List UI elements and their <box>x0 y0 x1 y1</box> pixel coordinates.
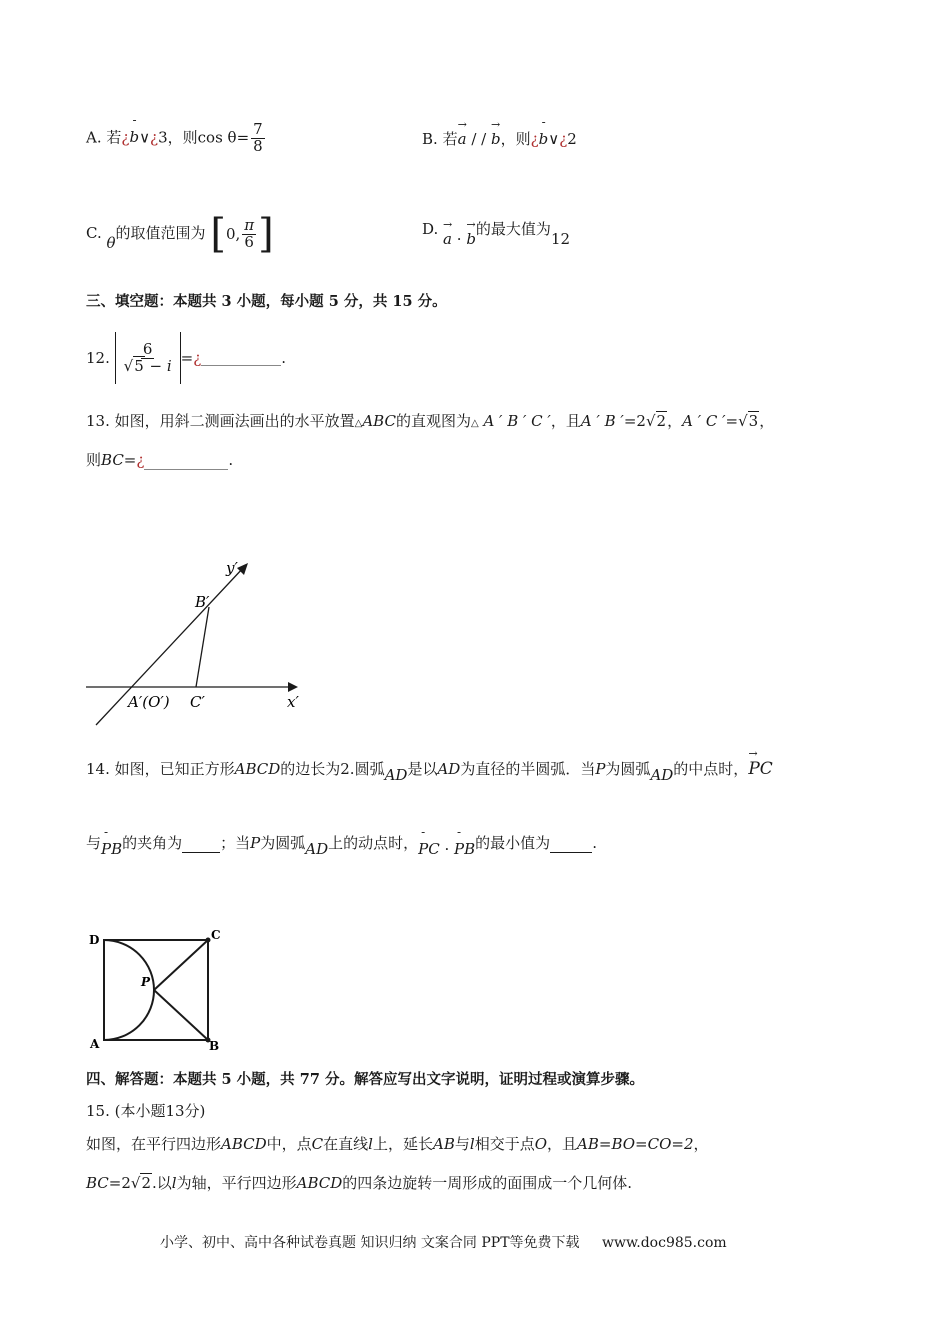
y-axis <box>96 567 244 725</box>
triangle-abc: ABC <box>362 412 396 430</box>
dot-operator: · <box>439 840 455 858</box>
text: 的边长为2.圆弧 <box>280 760 385 778</box>
answer-blank-14b[interactable] <box>550 838 592 853</box>
question-number: 12. <box>86 349 110 367</box>
triangle-symbol: △ <box>470 418 479 429</box>
arc-ad: AD <box>650 766 674 784</box>
period: . <box>592 834 597 852</box>
sqrt-2: 2 <box>656 412 667 430</box>
text: 13. 如图，用斜二测画法画出的水平放置 <box>86 412 355 430</box>
var-b: - b <box>129 128 139 146</box>
x-axis-arrow-icon <box>288 682 298 692</box>
question-13-line1: 13. 如图，用斜二测画法画出的水平放置△ABC的直观图为△ A ′ B ′ C ′，且A ′ B ′=2√2，A ′ C ′=√3， <box>86 412 775 430</box>
text: 若 <box>106 128 122 147</box>
footer-text: 小学、初中、高中各种试卷真题 知识归纳 文案合同 PPT等免费下载 <box>160 1235 580 1251</box>
option-b <box>422 128 577 149</box>
label-b: B′ <box>195 593 210 611</box>
comma: ， <box>759 412 775 430</box>
text: 的中点时， <box>673 760 749 778</box>
vector-pb: - PB <box>454 840 475 858</box>
question-14-line1 <box>86 758 773 784</box>
numerator: 7 <box>253 120 263 138</box>
segment-ac-prime: A ′ C ′ <box>682 412 726 430</box>
question-12 <box>86 332 286 384</box>
text: 的最大值为 <box>475 220 551 238</box>
triangle-symbol: △ <box>354 418 363 429</box>
text: 的夹角为 <box>122 834 183 852</box>
fraction-pi-6 <box>242 215 256 251</box>
arc-ad: AD <box>305 840 329 858</box>
question-15-line1 <box>86 1133 709 1154</box>
fraction-7-8 <box>251 122 265 155</box>
number: 0 <box>225 225 236 243</box>
vector-pc: → PC <box>748 759 772 779</box>
point-p: P <box>595 760 606 778</box>
vector-a: → a <box>443 230 452 248</box>
point-c-dot <box>206 938 211 943</box>
equals: = <box>236 128 250 147</box>
equation: AB=BO=CO=2 <box>577 1135 694 1153</box>
parallel-symbol: / / <box>466 130 491 148</box>
text: 的取值范围为 <box>115 224 206 242</box>
text: 为圆弧 <box>605 760 651 778</box>
vector-b: → b <box>466 230 476 248</box>
answer-blank-14a[interactable] <box>182 838 220 853</box>
point-p: P <box>250 834 261 852</box>
answer-blank-12[interactable] <box>201 351 281 366</box>
segment-bc: BC <box>86 1174 109 1192</box>
comma: ， <box>693 1135 709 1153</box>
right-bracket: ] <box>258 211 274 257</box>
option-label: C. <box>86 224 102 242</box>
segment-bc: BC <box>101 451 124 469</box>
period: . <box>281 349 287 367</box>
text: 为直径的半圆弧．当 <box>460 760 596 778</box>
text: ，则 <box>167 128 198 147</box>
numerator: π <box>244 215 255 234</box>
option-label: A. <box>86 128 102 147</box>
label-c: C′ <box>190 693 205 711</box>
question-13-line2 <box>86 449 233 470</box>
text: ；当 <box>220 834 251 852</box>
symbol: ∨ <box>139 128 151 147</box>
point-o: O <box>534 1135 548 1153</box>
period: . <box>228 451 234 469</box>
option-label: B. <box>422 130 438 148</box>
text: 与 <box>86 834 102 852</box>
arc-ad: AD <box>384 766 408 784</box>
cos-theta: cos θ <box>197 128 237 147</box>
footer-link[interactable]: www.doc985.com <box>601 1235 727 1251</box>
label-a-o: A′(O′) <box>128 693 170 711</box>
section-4-title: 四、解答题：本题共 5 小题，共 77 分。解答应写出文字说明，证明过程或演算步骤。 <box>86 1071 644 1088</box>
sqrt-3: 3 <box>748 412 759 430</box>
vector-pc: - PC <box>418 840 440 858</box>
text: 的四条边旋转一周形成的面围成一个几何体. <box>342 1174 633 1192</box>
comma: , <box>235 225 241 243</box>
comma: ， <box>667 412 683 430</box>
garbled-char: ¿ <box>121 128 130 147</box>
parallelogram-abcd: ABCD <box>296 1174 343 1192</box>
minus-i: − i <box>144 356 172 375</box>
text: 如图，在平行四边形 <box>86 1135 222 1153</box>
equals: = <box>180 349 194 367</box>
text: 中，点 <box>266 1135 312 1153</box>
dot-operator: · <box>452 230 467 248</box>
text: ，则 <box>500 130 531 148</box>
equals-2: =2 <box>623 412 646 430</box>
text: 为圆弧 <box>260 834 306 852</box>
text: 与 <box>454 1135 470 1153</box>
text: 相交于点 <box>474 1135 535 1153</box>
label-x: x′ <box>287 693 299 711</box>
number: 2 <box>567 130 577 148</box>
figure-13-oblique-diagram <box>84 555 314 735</box>
segment-pb <box>154 990 208 1040</box>
equals: = <box>123 451 137 469</box>
text: 上的动点时， <box>328 834 419 852</box>
equals: = <box>725 412 739 430</box>
option-label: D. <box>422 220 439 238</box>
text: 的最小值为 <box>475 834 551 852</box>
left-bracket: [ <box>210 211 226 257</box>
question-15-head: 15. (本小题13分) <box>86 1102 206 1120</box>
sqrt-5: 5 <box>134 356 144 375</box>
text: 14. 如图，已知正方形 <box>86 760 235 778</box>
label-c: C <box>211 928 221 942</box>
range-interval <box>210 211 274 257</box>
text: .以 <box>152 1174 172 1192</box>
vector-b: → b <box>491 130 501 148</box>
question-15-line2: BC=2√2.以l为轴，平行四边形ABCD的四条边旋转一周形成的面围成一个几何体. <box>86 1174 633 1192</box>
label-b: B <box>209 1039 220 1052</box>
answer-blank-13[interactable] <box>144 455 228 470</box>
line-l: l <box>469 1135 475 1153</box>
text: ，且 <box>547 1135 578 1153</box>
semicircle-arc <box>104 940 154 1040</box>
symbol: ∨ <box>548 130 560 148</box>
equals-2: =2 <box>108 1174 131 1192</box>
var-b: - b <box>539 130 549 148</box>
line-l: l <box>368 1135 373 1153</box>
abs-fraction <box>115 332 181 384</box>
denominator: 6 <box>244 232 254 251</box>
option-d <box>422 218 571 248</box>
label-y: y′ <box>226 559 238 577</box>
section-3-title: 三、填空题：本题共 3 小题，每小题 5 分，共 15 分。 <box>86 293 447 310</box>
label-d: D <box>89 933 100 947</box>
numerator: 6 <box>142 339 153 358</box>
point-c: C <box>311 1135 324 1153</box>
page-footer <box>160 1232 727 1252</box>
garbled-char: ¿ <box>150 128 159 147</box>
triangle-abc-prime: A ′ B ′ C ′ <box>478 412 551 430</box>
segment-ab: AB <box>433 1135 455 1153</box>
text: 的直观图为 <box>395 412 471 430</box>
segment-ad: AD <box>437 760 461 778</box>
label-a: A <box>90 1037 100 1051</box>
text: 为轴，平行四边形 <box>176 1174 297 1192</box>
denominator: 8 <box>253 136 263 155</box>
denominator: √5 − i <box>123 356 172 375</box>
garbled-char: ¿ <box>136 451 145 469</box>
segment-ab-prime: A ′ B ′ <box>580 412 624 430</box>
text: 则 <box>86 451 102 469</box>
vector-a: → a <box>458 130 467 148</box>
option-a <box>86 122 267 155</box>
garbled-char: ¿ <box>530 130 539 148</box>
question-14-line2 <box>86 832 597 858</box>
fraction <box>122 339 174 375</box>
option-c <box>86 211 274 257</box>
garbled-char: ¿ <box>559 130 568 148</box>
number: 3 <box>158 128 168 147</box>
square-abcd: ABCD <box>234 760 281 778</box>
text: 在直线 <box>323 1135 369 1153</box>
text: 上，延长 <box>372 1135 433 1153</box>
sqrt-2: 2 <box>141 1174 152 1192</box>
theta: θ <box>106 234 116 252</box>
segment-pc <box>154 940 208 990</box>
line-l: l <box>171 1174 177 1192</box>
text: 若 <box>442 130 458 148</box>
number: 12 <box>550 230 571 248</box>
text: ，且 <box>550 412 581 430</box>
vector-pb: - PB <box>101 840 122 858</box>
label-p: P <box>141 975 151 989</box>
parallelogram-abcd: ABCD <box>221 1135 267 1153</box>
segment-b-c <box>196 607 209 687</box>
garbled-char: ¿ <box>193 349 202 367</box>
text: 是以 <box>407 760 438 778</box>
figure-14-square-arc <box>86 926 226 1052</box>
